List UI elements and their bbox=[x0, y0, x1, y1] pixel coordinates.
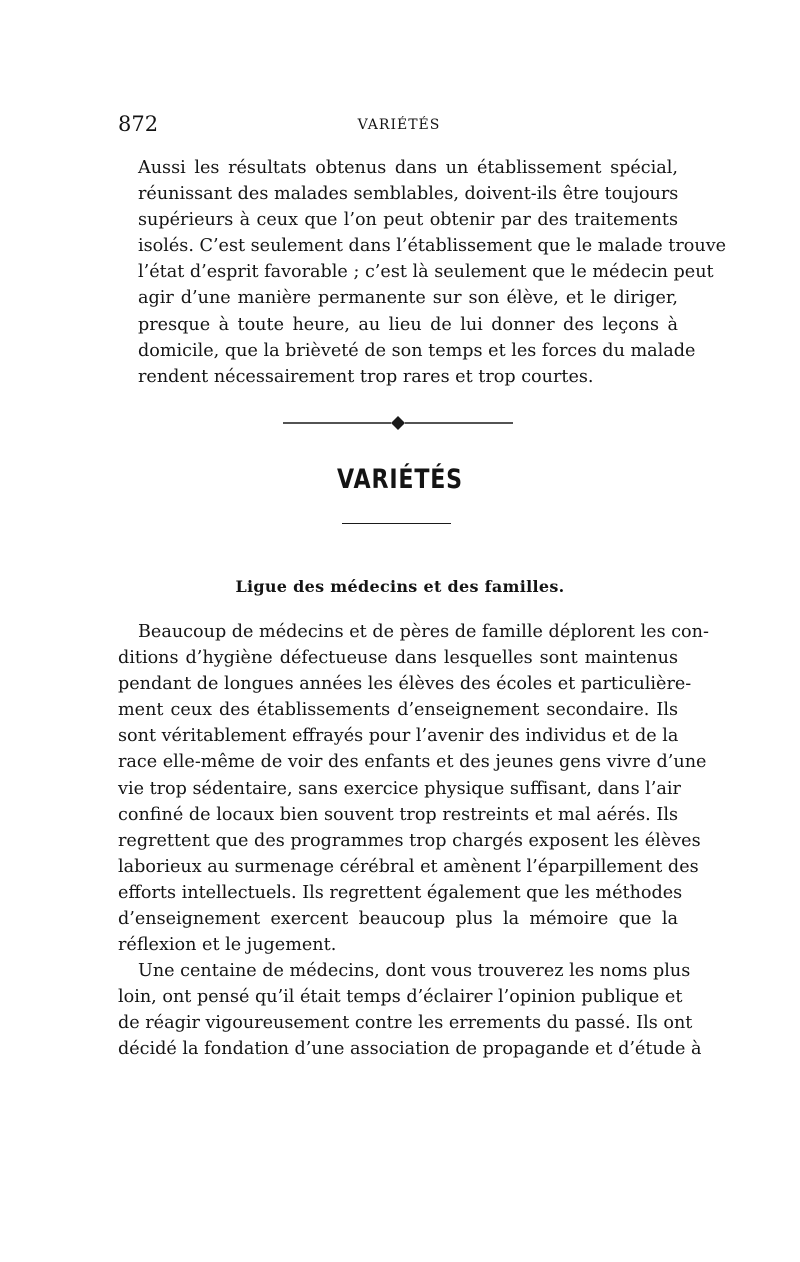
text-line: race elle-même de voir des enfants et des jeunes gens vivre d’une bbox=[118, 752, 707, 773]
ornament-divider-icon bbox=[283, 416, 513, 430]
text-line: loin, ont pensé qu’il était temps d’éclairer l’opinion publique et bbox=[118, 987, 683, 1008]
page-number: 872 bbox=[118, 112, 159, 136]
text-line: Aussi les résultats obtenus dans un établissement spécial, bbox=[138, 158, 678, 178]
article-subtitle: Ligue des médecins et des familles. bbox=[235, 577, 565, 596]
text-line: sont véritablement effrayés pour l’avenir des individus et de la bbox=[118, 726, 679, 747]
text-line: isolés. C’est seulement dans l’établissement que le malade trouve bbox=[138, 236, 727, 257]
text-line: regrettent que des programmes trop chargés exposent les élèves bbox=[118, 830, 701, 851]
title-rule bbox=[342, 523, 451, 524]
paragraph-1 bbox=[118, 155, 727, 390]
text-line: réunissant des malades semblables, doivent-ils être toujours bbox=[138, 184, 679, 205]
text-line: efforts intellectuels. Ils regrettent également que les méthodes bbox=[118, 882, 683, 903]
text-line: décidé la fondation d’une association de propagande et d’étude à bbox=[118, 1039, 702, 1060]
text-line: domicile, que la brièveté de son temps et les forces du malade bbox=[138, 340, 696, 361]
section-title: VARIÉTÉS bbox=[337, 464, 463, 495]
text-line: confiné de locaux bien souvent trop restreints et mal aérés. Ils bbox=[118, 804, 678, 825]
page-header bbox=[118, 112, 680, 142]
text-line: presque à toute heure, au lieu de lui donner des leçons à bbox=[138, 314, 678, 335]
running-head: VARIÉTÉS bbox=[357, 117, 441, 133]
paragraph-3 bbox=[118, 958, 702, 1062]
text-line: pendant de longues années les élèves des écoles et particulière- bbox=[118, 674, 692, 695]
text-line: vie trop sédentaire, sans exercice physique suffisant, dans l’air bbox=[118, 778, 681, 799]
text-line: agir d’une manière permanente sur son élève, et le diriger, bbox=[138, 288, 678, 309]
text-line: l’état d’esprit favorable ; c’est là seulement que le médecin peut bbox=[138, 262, 714, 283]
text-line: Une centaine de médecins, dont vous trouverez les noms plus bbox=[138, 961, 691, 981]
text-line: Beaucoup de médecins et de pères de famille déplorent les con- bbox=[138, 622, 709, 642]
text-line: supérieurs à ceux que l’on peut obtenir par des traitements bbox=[138, 210, 678, 231]
text-line: d’enseignement exercent beaucoup plus la mémoire que la bbox=[118, 909, 678, 930]
text-line: laborieux au surmenage cérébral et amènent l’éparpillement des bbox=[118, 856, 699, 877]
text-line: ment ceux des établissements d’enseignement secondaire. Ils bbox=[118, 700, 678, 721]
text-line: ditions d’hygiène défectueuse dans lesquelles sont maintenus bbox=[118, 648, 678, 669]
text-line: réflexion et le jugement. bbox=[118, 935, 337, 956]
text-line: rendent nécessairement trop rares et trop courtes. bbox=[138, 366, 594, 387]
text-line: de réagir vigoureusement contre les errements du passé. Ils ont bbox=[118, 1013, 693, 1034]
paragraph-2 bbox=[118, 619, 709, 958]
